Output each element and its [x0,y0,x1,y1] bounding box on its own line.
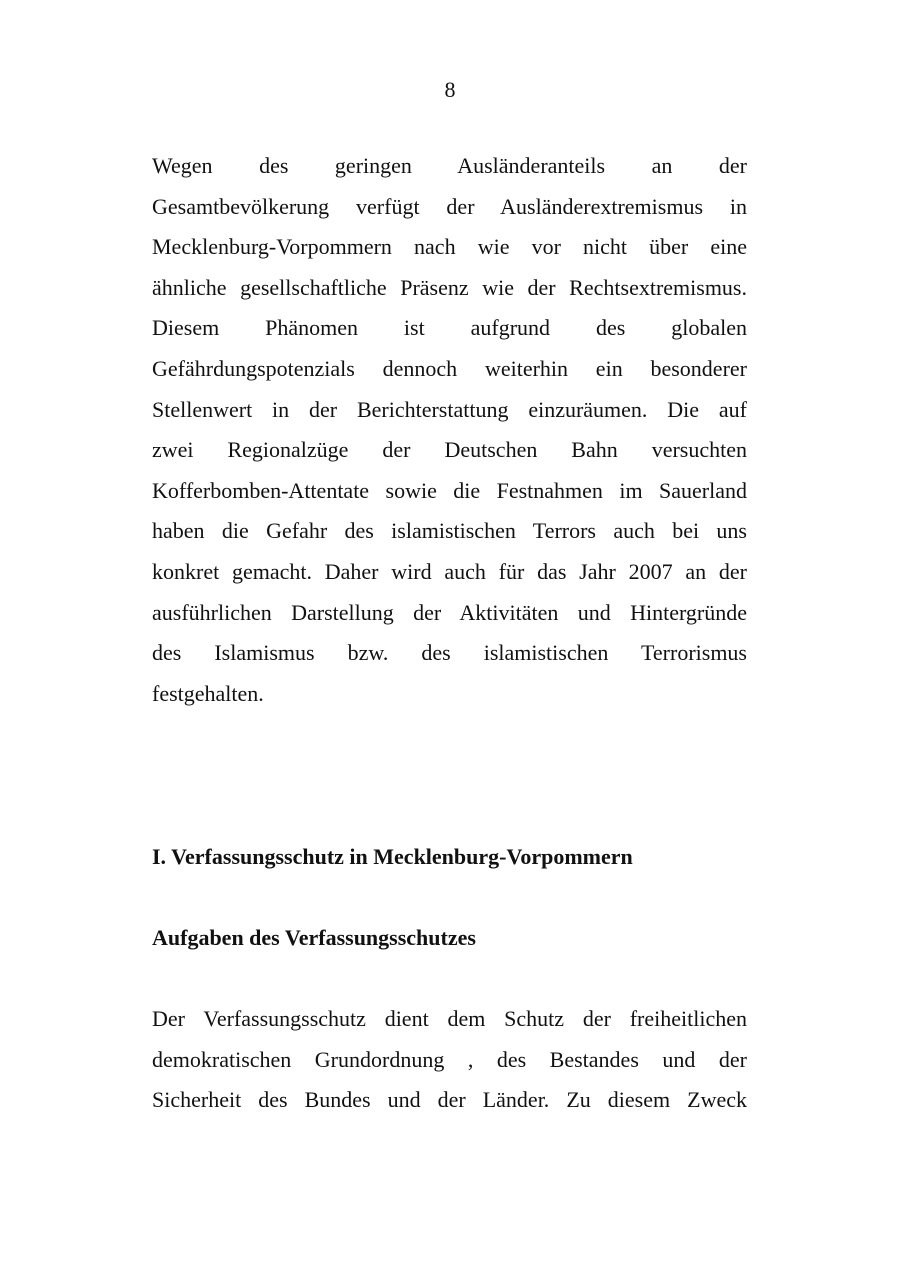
paragraph-line: zwei Regionalzüge der Deutschen Bahn versuchten [152,437,747,463]
paragraph-line: konkret gemacht. Daher wird auch für das Jahr 2007 an der [152,558,747,584]
paragraph-line: Mecklenburg-Vorpommern nach wie vor nicht über eine [152,234,747,260]
paragraph-line: demokratischen Grundordnung , des Bestandes und der [152,1046,747,1072]
paragraph-line: ausführlichen Darstellung der Aktivitäten und Hintergründe [152,599,747,625]
paragraph-line: Wegen des geringen Ausländeranteils an der [152,153,747,178]
paragraph-line: Diesem Phänomen ist aufgrund des globalen [152,315,747,341]
paragraph-line: festgehalten. [152,680,264,706]
subsection-heading: Aufgaben des Verfassungsschutzes [152,925,476,950]
paragraph-line: Der Verfassungsschutz dient dem Schutz der freiheitlichen [152,1006,747,1031]
page-number: 8 [444,77,456,102]
paragraph-line: Sicherheit des Bundes und der Länder. Zu diesem Zweck [152,1087,747,1113]
paragraph-line: Gesamtbevölkerung verfügt der Ausländerextremismus in [152,193,747,219]
tasks-paragraph [152,999,747,1121]
paragraph-line: Kofferbomben-Attentate sowie die Festnahmen im Sauerland [152,477,747,503]
intro-paragraph [152,146,747,714]
paragraph-line: des Islamismus bzw. des islamistischen Terrorismus [152,640,747,666]
section-heading: I. Verfassungsschutz in Mecklenburg-Vorpommern [152,844,633,869]
paragraph-line: Gefährdungspotenzials dennoch weiterhin ein besonderer [152,355,747,381]
paragraph-line: Stellenwert in der Berichterstattung einzuräumen. Die auf [152,396,747,422]
paragraph-line: ähnliche gesellschaftliche Präsenz wie der Rechtsextremismus. [152,274,747,300]
paragraph-line: haben die Gefahr des islamistischen Terrors auch bei uns [152,518,747,544]
